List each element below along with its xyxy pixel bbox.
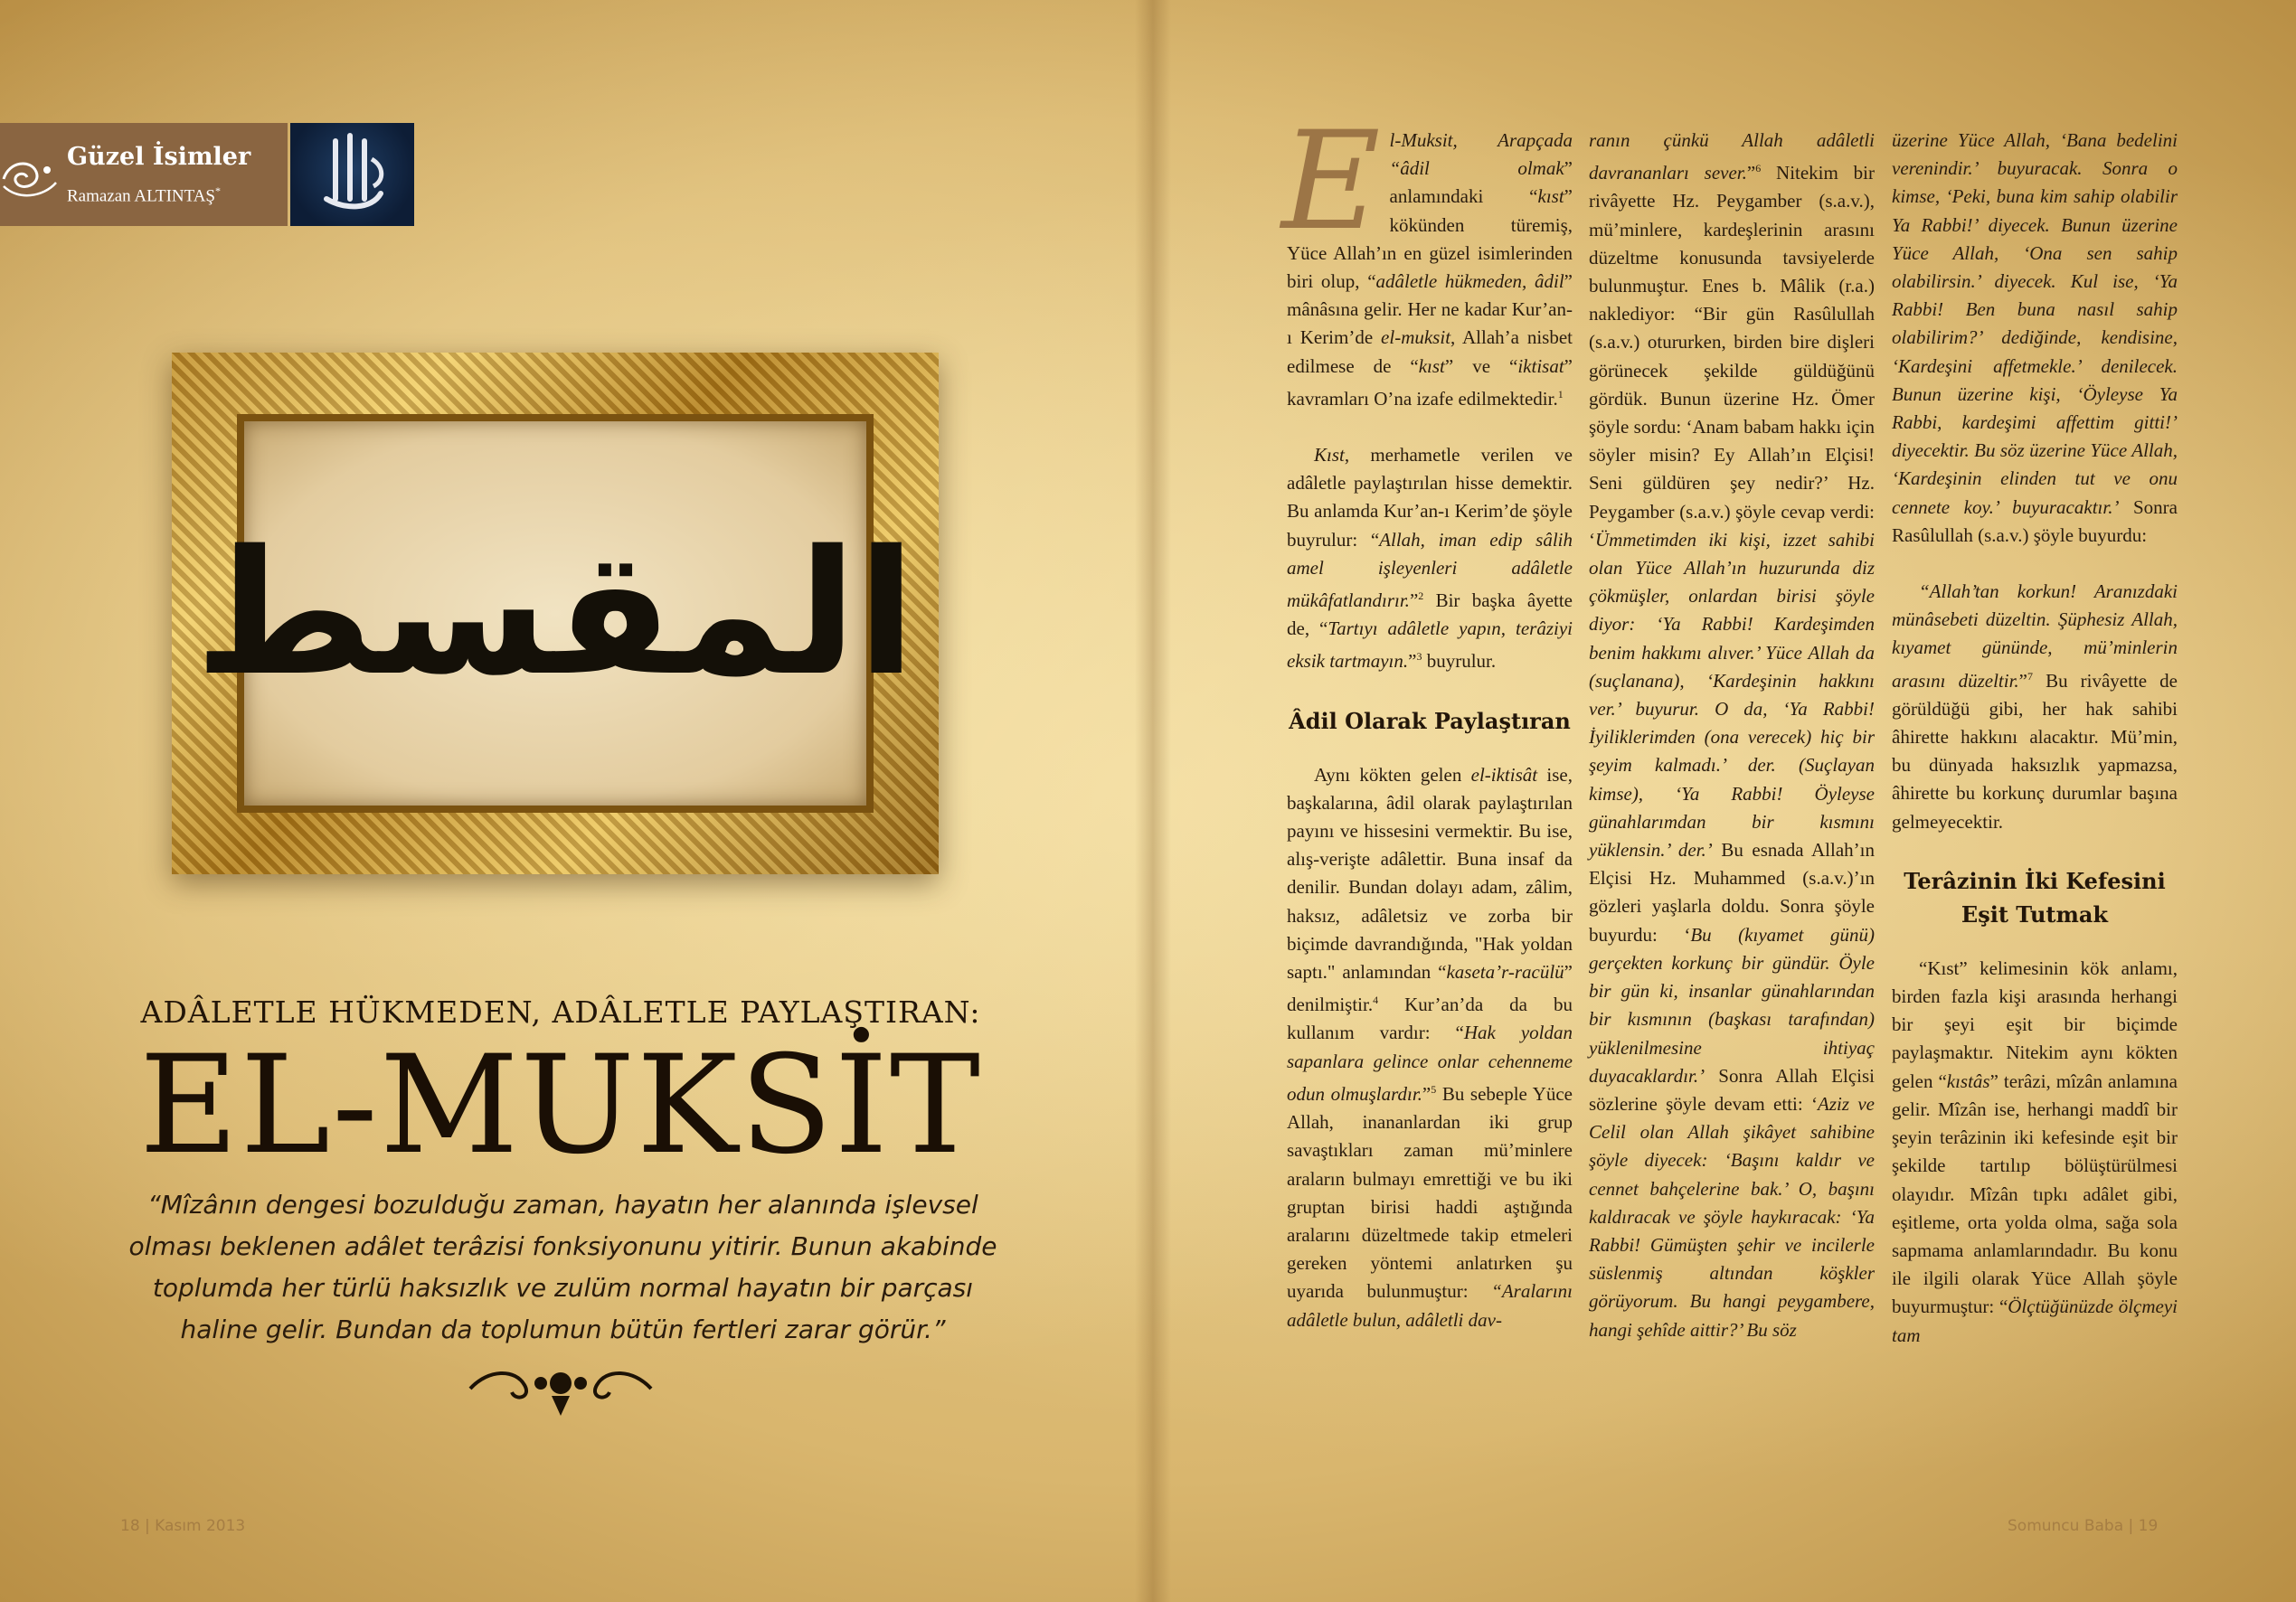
paragraph: “Allah’tan korkun! Aranızdaki münâsebeti düzeltin. Şüphesiz Allah, kıyamet gününde, mü’minlerin arasını düzeltir.”$^7$ Bu rivâyette de görüldüğü gibi, her hak sahibi âhirette hakkını alacaktır. Mü’min, bu dünyada haksızlık yapmazsa, âhirette bu korkunç durumlar başına gelmeyecektir. <box>1892 580 2178 833</box>
logo-glyph-icon <box>290 123 414 226</box>
section-tab <box>0 123 288 226</box>
pull-quote: “Mîzânın dengesi bozulduğu zaman, hayatın her alanında işlevsel olması beklenen adâlet terâzisi fonksiyonunu yitirir. Bunun akabinde toplumda her türlü haksızlık ve zulüm normal hayatın bir parçası haline gelir. Bundan da toplumun bütün fertleri zarar görür.” <box>128 1190 997 1344</box>
paragraph: ranın çünkü Allah adâletli davrananları sever.”$^6$ Nitekim bir rivâyette Hz. Peygamber (s.a.v.), mü’minlere, kardeşlerinin arasını düzeltme konusunda tavsiyelerde bulunmuştur. Enes b. Mâlik (r.a.) naklediyor: “Bir gün Rasûlullah (s.a.v.) otururken, birden bire dişleri görünecek şekilde güldüğünü gördük. Bunun üzerine Hz. Ömer şöyle sordu: ‘Anam babam hakkı için söyler misin? Ey Allah’ın Elçisi! Seni güldüren şey nedir?’ Hz. Peygamber (s.a.v.) şöyle cevap verdi: ‘Ümmetimden iki kişi, izzet sahibi olan Yüce Allah’ın huzurunda diz çökmüşler, onlardan birisi şöyle diyor: ‘Ya Rabbi! Kardeşimden benim hakkımı alıver.’ Yüce Allah da (suçlanana), ‘Kardeşinin hakkını ver.’ buyurur. O da, ‘Ya Rabbi! İyiliklerimden (ona verecek) hiç bir şeyim kalmadı.’ der. (Suçlayan kimse), ‘Ya Rabbi! Öyleyse günahlarımdan bir kısmını yüklensin.’ der.’ Bu esnada Allah’ın Elçisi Hz. Muhammed (s.a.v.)’ın gözleri yaşlarla doldu. Sonra şöyle buyurdu: ‘Bu (kıyamet günü) gerçekten korkunç bir gündür. Öyle bir gün ki, insanlar günahlarından bir kısmının (başkası tarafından) yüklenilmesine ihtiyaç duyacaklardır.’ Sonra Allah Elçisi sözlerine şöyle devam etti: ‘Aziz ve Celil olan Allah şikâyet sahibine şöyle diyecek: ‘Başını kaldır ve cennet bahçelerine bak.’ O, başını kaldıracak ve şöyle haykıracak: ‘Ya Rabbi! Gümüşten şehir ve incilerle süslenmiş altından köşkler görüyorum. Bu hangi peygambere, hangi şehîde aittir?’ Bu söz <box>1589 129 1875 1341</box>
gilded-frame <box>172 353 939 874</box>
section-title: Güzel İsimler <box>67 143 251 171</box>
allah-calligraphy-logo <box>290 123 414 226</box>
calligraphy-el-muksit: المقسط <box>194 514 916 713</box>
article-column-2 <box>1589 127 1875 1344</box>
article-title: EL-MUKSİT <box>139 1027 982 1184</box>
ornament-divider-icon <box>461 1356 660 1421</box>
page-number-right: Somuncu Baba | 19 <box>2008 1517 2159 1535</box>
section-heading: Âdil Olarak Paylaştıran <box>1289 707 1571 734</box>
floral-swirl-icon <box>0 143 63 206</box>
calligraphy-canvas <box>194 414 916 813</box>
paragraph: Kıst, merhametle verilen ve adâletle paylaştırılan hisse demektir. Bu anlamda Kur’an-ı Kerim’de şöyle buyrulur: “Allah, iman edip sâlih amel işleyenleri adâletle mükâfatlandırır.”$^2$ Bir başka âyette de, “Tartıyı adâletle yapın, terâziyi eksik tartmayın.”$^3$ buyrulur. <box>1287 444 1573 673</box>
page-number-left: 18 | Kasım 2013 <box>120 1517 246 1535</box>
paragraph: “Kıst” kelimesinin kök anlamı, birden fazla kişi arasında herhangi bir şeyi eşit bir biçimde paylaşmaktır. Nitekim aynı kökten gelen “kıstâs” terâzi, mîzân anlamına gelir. Mîzân ise, herhangi maddî bir şeyin terâzinin iki kefesinde eşit bir şekilde tartılıp bölüştürülmesi olayıdır. Mîzân tıpkı adâlet gibi, eşitleme, orta yolda olma, sağa sola sapmama anlamlarındadır. Bu konu ile ilgili olarak Yüce Allah şöyle buyurmuştur: “Ölçtüğünüzde ölçmeyi tam <box>1892 956 2178 1346</box>
article-column-3 <box>1892 127 2178 1350</box>
article-column-1 <box>1281 103 1573 1334</box>
article-subtitle: ADÂLETLE HÜKMEDEN, ADÂLETLE PAYLAŞTIRAN: <box>140 994 981 1030</box>
author-name: Ramazan ALTINTAŞ* <box>67 184 221 206</box>
paragraph: El-Muksit, Arapçada “âdil olmak” anlamındaki “kıst” kökünden türemiş, Yüce Allah’ın en güzel isimlerinden biri olup, “adâletle hükmeden, âdil” mânâsına gelir. Her ne kadar Kur’an-ı Kerim’de el-muksit, Allah’a nisbet edilmese de “kıst” ve “iktisat” kavramları O’na izafe edilmektedir.$^1$ <box>1281 103 1573 410</box>
drop-cap: E <box>1281 103 1381 260</box>
section-heading: Terâzinin İki Kefesini Eşit Tutmak <box>1904 867 2166 928</box>
paragraph: Aynı kökten gelen el-iktisât ise, başkalarına, âdil olarak paylaştırılan payını ve hissesini vermektir. Bu ise, alış-verişte adâlettir. Buna insaf da denilir. Bundan dolayı adam, zâlim, haksız, adâletsiz ve zorba bir biçimde davrandığında, "Hak yoldan saptı." anlamından “kaseta’r-racülü” denilmiştir.$^4$ Kur’an’da da bu kullanım vardır: “Hak yoldan sapanlara gelince onlar cehenneme odun olmuşlardır.”$^5$ Bu sebeple Yüce Allah, inananlardan iki grup savaştıkları zaman mü’minlere araların bulmayı emrettiği ve bu iki gruptan birisi haddi aştığında aralarını düzeltmede takip etmeleri gereken yöntemi anlatırken şu uyarıda bulunmuştur: “Aralarını adâletle bulun, adâletli dav- <box>1287 763 1573 1331</box>
paragraph: üzerine Yüce Allah, ‘Bana bedelini verenindir.’ buyuracak. Sonra o kimse, ‘Peki, buna kim sahip olabilir Ya Rabbi!’ diyecek. Bunun üzerine Yüce Allah, ‘Ona sen sahip olabilirsin.’ diyecek. Kul ise, ‘Ya Rabbi! Ben buna nasıl sahip olabilirim?’ dediğinde, kendisine, ‘Kardeşini affetmekle.’ denilecek. Bunun üzerine kişi, ‘Öyleyse Ya Rabbi, kardeşimi affettim gitti!’ diyecektir. Bu söz üzerine Yüce Allah, ‘Kardeşinin elinden tut ve onu cennete koy.’ buyuracaktır.’ Sonra Rasûlullah (s.a.v.) şöyle buyurdu: <box>1892 129 2178 546</box>
page-fold <box>1135 0 1171 1602</box>
